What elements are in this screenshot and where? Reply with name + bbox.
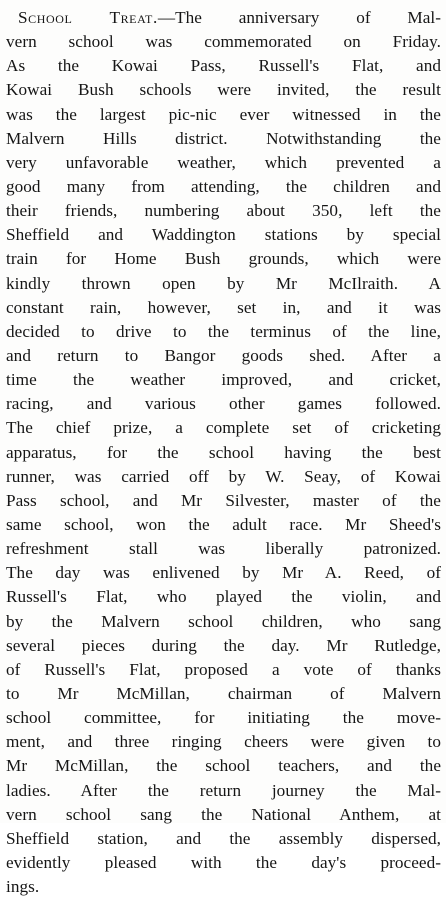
article-line: decided to drive to the terminus of the line,: [6, 321, 441, 341]
article-line: vern school was commemorated on Friday.: [6, 32, 441, 52]
article-line: vern school sang the National Anthem, at: [6, 804, 441, 824]
article-line: Sheffield station, and the assembly dispersed,: [6, 828, 441, 848]
article-line: As the Kowai Pass, Russell's Flat, and: [6, 56, 441, 76]
article-line: was the largest pic-nic ever witnessed in the: [6, 104, 441, 124]
article-line: Pass school, and Mr Silvester, master of the: [6, 490, 441, 510]
article-line: ladies. After the return journey the Mal-: [6, 780, 441, 800]
article-line: Sheffield and Waddington stations by special: [6, 225, 441, 245]
article-line: The chief prize, a complete set of cricketing: [6, 418, 441, 438]
article-line: train for Home Bush grounds, which were: [6, 249, 441, 269]
article-line: Mr McMillan, the school teachers, and the: [6, 756, 441, 776]
article-line: [6, 6, 441, 30]
article-line: Malvern Hills district. Notwithstanding the: [6, 128, 441, 148]
article-line: same school, won the adult race. Mr Sheed's: [6, 514, 441, 534]
article-line: and return to Bangor goods shed. After a: [6, 345, 441, 365]
article-line: evidently pleased with the day's proceed-: [6, 852, 441, 872]
article-line: ings.: [6, 877, 40, 897]
article-line: runner, was carried off by W. Seay, of Kowai: [6, 466, 441, 486]
article-line: kindly thrown open by Mr McIlraith. A: [6, 273, 441, 293]
article-line: to Mr McMillan, chairman of Malvern: [6, 683, 441, 703]
article-line: Kowai Bush schools were invited, the result: [6, 80, 441, 100]
article-line: constant rain, however, set in, and it was: [6, 297, 441, 317]
article-line: of Russell's Flat, proposed a vote of thanks: [6, 659, 441, 679]
article-line: their friends, numbering about 350, left the: [6, 201, 441, 221]
article-line: time the weather improved, and cricket,: [6, 370, 441, 390]
article-line: several pieces during the day. Mr Rutledge,: [6, 635, 441, 655]
article-line: refreshment stall was liberally patronized.: [6, 539, 441, 559]
article-line: by the Malvern school children, who sang: [6, 611, 441, 631]
article-line: good many from attending, the children and: [6, 176, 441, 196]
article-line: school committee, for initiating the move-: [6, 708, 441, 728]
article-line-text: —The anniversary of Mal-: [157, 8, 441, 27]
article-line: ment, and three ringing cheers were given to: [6, 732, 441, 752]
article-line: Russell's Flat, who played the violin, and: [6, 587, 441, 607]
article-line: very unfavorable weather, which prevented a: [6, 152, 441, 172]
article-line: The day was enlivened by Mr A. Reed, of: [6, 563, 441, 583]
article-line: apparatus, for the school having the best: [6, 442, 441, 462]
article-heading: School Treat.: [18, 8, 158, 27]
article-line: racing, and various other games followed.: [6, 394, 441, 414]
